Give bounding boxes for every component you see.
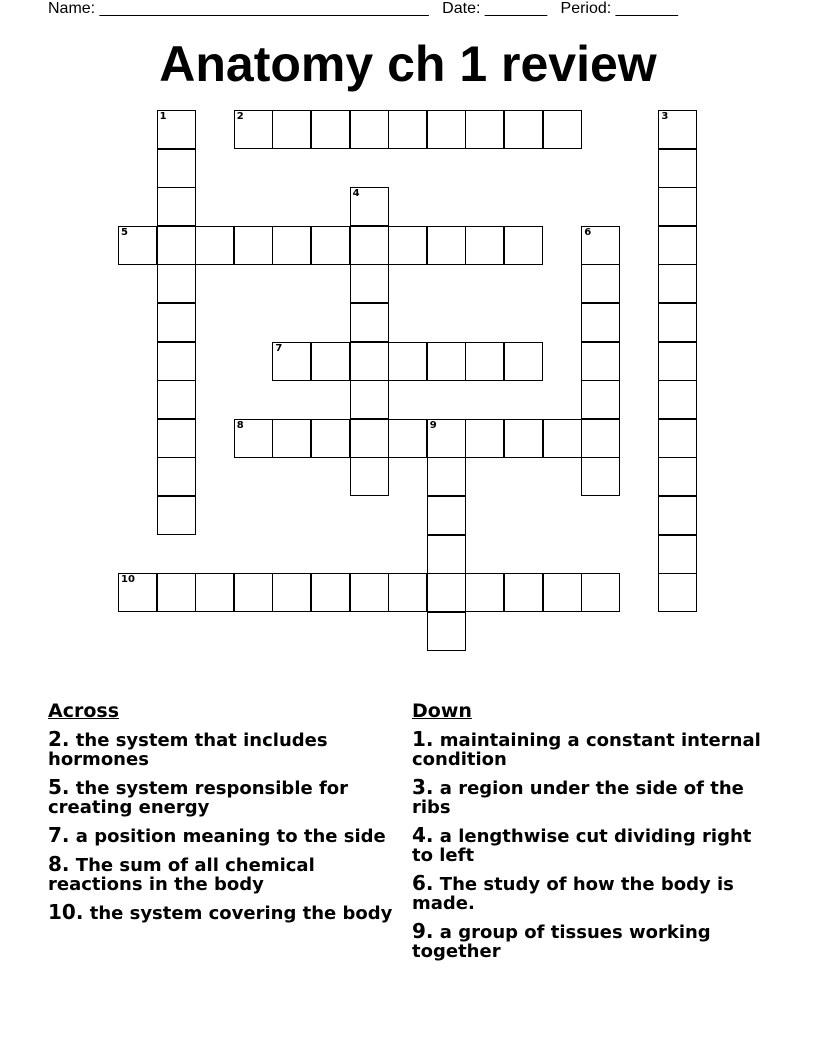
crossword-cell[interactable] bbox=[581, 573, 620, 612]
clue-down-9: 9. a group of tissues working together bbox=[412, 919, 711, 962]
clue-number: 2 bbox=[236, 111, 244, 122]
crossword-cell[interactable] bbox=[581, 226, 620, 265]
crossword-cell[interactable] bbox=[388, 226, 427, 265]
crossword-cell[interactable] bbox=[272, 110, 311, 149]
crossword-cell[interactable] bbox=[427, 496, 466, 535]
name-blank[interactable]: _____________________________________ bbox=[99, 0, 429, 17]
clue-number: 10 bbox=[121, 574, 135, 586]
crossword-cell[interactable] bbox=[658, 380, 697, 419]
crossword-cell[interactable] bbox=[195, 573, 234, 612]
crossword-cell[interactable] bbox=[581, 342, 620, 381]
crossword-cell[interactable] bbox=[350, 419, 389, 458]
crossword-cell[interactable] bbox=[157, 226, 196, 265]
crossword-cell[interactable] bbox=[543, 573, 582, 612]
crossword-cell[interactable] bbox=[272, 226, 311, 265]
crossword-cell[interactable] bbox=[427, 535, 466, 574]
crossword-cell[interactable] bbox=[465, 110, 504, 149]
crossword-cell[interactable] bbox=[427, 342, 466, 381]
down-clues bbox=[412, 700, 772, 970]
crossword-cell[interactable] bbox=[658, 149, 697, 188]
crossword-cell[interactable] bbox=[350, 457, 389, 496]
name-label: Name: bbox=[48, 0, 96, 17]
crossword-cell[interactable] bbox=[581, 380, 620, 419]
clue-down-1: 1. maintaining a constant internal condition bbox=[412, 727, 761, 770]
crossword-cell[interactable] bbox=[465, 419, 504, 458]
crossword-cell[interactable] bbox=[658, 264, 697, 303]
crossword-cell[interactable] bbox=[157, 496, 196, 535]
crossword-cell[interactable] bbox=[234, 226, 273, 265]
clue-down-4: 4. a lengthwise cut dividing right to left bbox=[412, 823, 752, 866]
crossword-cell[interactable] bbox=[157, 419, 196, 458]
crossword-cell[interactable] bbox=[427, 457, 466, 496]
clue-number: 1 bbox=[159, 111, 167, 122]
crossword-cell[interactable] bbox=[543, 419, 582, 458]
crossword-cell[interactable] bbox=[581, 264, 620, 303]
crossword-cell[interactable] bbox=[157, 187, 196, 226]
crossword-cell[interactable] bbox=[350, 110, 389, 149]
crossword-cell[interactable] bbox=[504, 226, 543, 265]
crossword-cell[interactable] bbox=[658, 226, 697, 265]
crossword-cell[interactable] bbox=[427, 226, 466, 265]
crossword-cell[interactable] bbox=[581, 457, 620, 496]
clue-down-6: 6. The study of how the body is made. bbox=[412, 871, 734, 914]
clue-number: 3 bbox=[661, 111, 669, 122]
clue-number: 8 bbox=[236, 419, 244, 431]
crossword-cell[interactable] bbox=[311, 419, 350, 458]
crossword-cell[interactable] bbox=[427, 573, 466, 612]
crossword-cell[interactable] bbox=[504, 342, 543, 381]
clue-number: 7 bbox=[275, 342, 283, 354]
crossword-cell[interactable] bbox=[118, 226, 157, 265]
crossword-cell[interactable] bbox=[272, 342, 311, 381]
crossword-cell[interactable] bbox=[311, 573, 350, 612]
clue-number: 5 bbox=[121, 226, 128, 238]
clue-across-5: 5. the system responsible for creating energy bbox=[48, 775, 349, 818]
crossword-cell[interactable] bbox=[658, 419, 697, 458]
crossword-cell[interactable] bbox=[427, 110, 466, 149]
crossword-cell[interactable] bbox=[658, 110, 697, 149]
crossword-cell[interactable] bbox=[272, 573, 311, 612]
crossword-cell[interactable] bbox=[465, 573, 504, 612]
crossword-cell[interactable] bbox=[157, 110, 196, 149]
crossword-cell[interactable] bbox=[658, 573, 697, 612]
crossword-cell[interactable] bbox=[658, 342, 697, 381]
crossword-cell[interactable] bbox=[388, 419, 427, 458]
crossword-cell[interactable] bbox=[350, 573, 389, 612]
crossword-cell[interactable] bbox=[157, 380, 196, 419]
crossword-cell[interactable] bbox=[658, 303, 697, 342]
page-title: Anatomy ch 1 review bbox=[159, 36, 657, 92]
crossword-cell[interactable] bbox=[465, 342, 504, 381]
clue-across-2: 2. the system that includes hormones bbox=[48, 727, 328, 770]
clue-down-3: 3. a region under the side of the ribs bbox=[412, 775, 744, 818]
crossword-cell[interactable] bbox=[234, 419, 273, 458]
crossword-cell[interactable] bbox=[427, 419, 466, 458]
crossword-cell[interactable] bbox=[465, 226, 504, 265]
clue-number: 9 bbox=[429, 419, 437, 431]
clue-across-10: 10. the system covering the body bbox=[48, 900, 393, 924]
crossword-cell[interactable] bbox=[350, 226, 389, 265]
crossword-cell[interactable] bbox=[118, 573, 157, 612]
crossword-cell[interactable] bbox=[157, 149, 196, 188]
down-heading: Down bbox=[412, 700, 472, 722]
crossword-cell[interactable] bbox=[581, 419, 620, 458]
crossword-cell[interactable] bbox=[350, 380, 389, 419]
across-heading: Across bbox=[48, 700, 120, 722]
crossword-cell[interactable] bbox=[504, 573, 543, 612]
crossword-cell[interactable] bbox=[311, 342, 350, 381]
crossword-cell[interactable] bbox=[157, 457, 196, 496]
crossword-cell[interactable] bbox=[157, 264, 196, 303]
clue-across-7: 7. a position meaning to the side bbox=[48, 823, 386, 847]
crossword-cell[interactable] bbox=[157, 342, 196, 381]
crossword-cell[interactable] bbox=[658, 496, 697, 535]
crossword-cell[interactable] bbox=[157, 303, 196, 342]
across-clues bbox=[48, 700, 398, 932]
crossword-cell[interactable] bbox=[350, 264, 389, 303]
crossword-cell[interactable] bbox=[350, 187, 389, 226]
period-blank[interactable]: _______ bbox=[615, 0, 678, 17]
crossword-cell[interactable] bbox=[504, 419, 543, 458]
crossword-cell[interactable] bbox=[350, 342, 389, 381]
crossword-cell[interactable] bbox=[504, 110, 543, 149]
crossword-cell[interactable] bbox=[658, 535, 697, 574]
crossword-cell[interactable] bbox=[581, 303, 620, 342]
crossword-cell[interactable] bbox=[234, 573, 273, 612]
crossword-cell[interactable] bbox=[195, 226, 234, 265]
clue-number: 6 bbox=[584, 226, 592, 238]
crossword-cell[interactable] bbox=[311, 226, 350, 265]
crossword-cell[interactable] bbox=[658, 457, 697, 496]
crossword-cell[interactable] bbox=[272, 419, 311, 458]
date-blank[interactable]: _______ bbox=[484, 0, 548, 17]
crossword-cell[interactable] bbox=[388, 573, 427, 612]
period-label: Period: bbox=[560, 0, 612, 17]
clue-across-8: 8. The sum of all chemical reactions in the body bbox=[48, 852, 315, 895]
crossword-cell[interactable] bbox=[350, 303, 389, 342]
crossword-cell[interactable] bbox=[427, 612, 466, 651]
crossword-cell[interactable] bbox=[311, 110, 350, 149]
crossword-cell[interactable] bbox=[157, 573, 196, 612]
crossword-cell[interactable] bbox=[234, 110, 273, 149]
clue-number: 4 bbox=[352, 188, 360, 200]
crossword-cell[interactable] bbox=[543, 110, 582, 149]
crossword-cell[interactable] bbox=[388, 110, 427, 149]
crossword-cell[interactable] bbox=[388, 342, 427, 381]
crossword-cell[interactable] bbox=[658, 187, 697, 226]
date-label: Date: bbox=[442, 0, 481, 17]
